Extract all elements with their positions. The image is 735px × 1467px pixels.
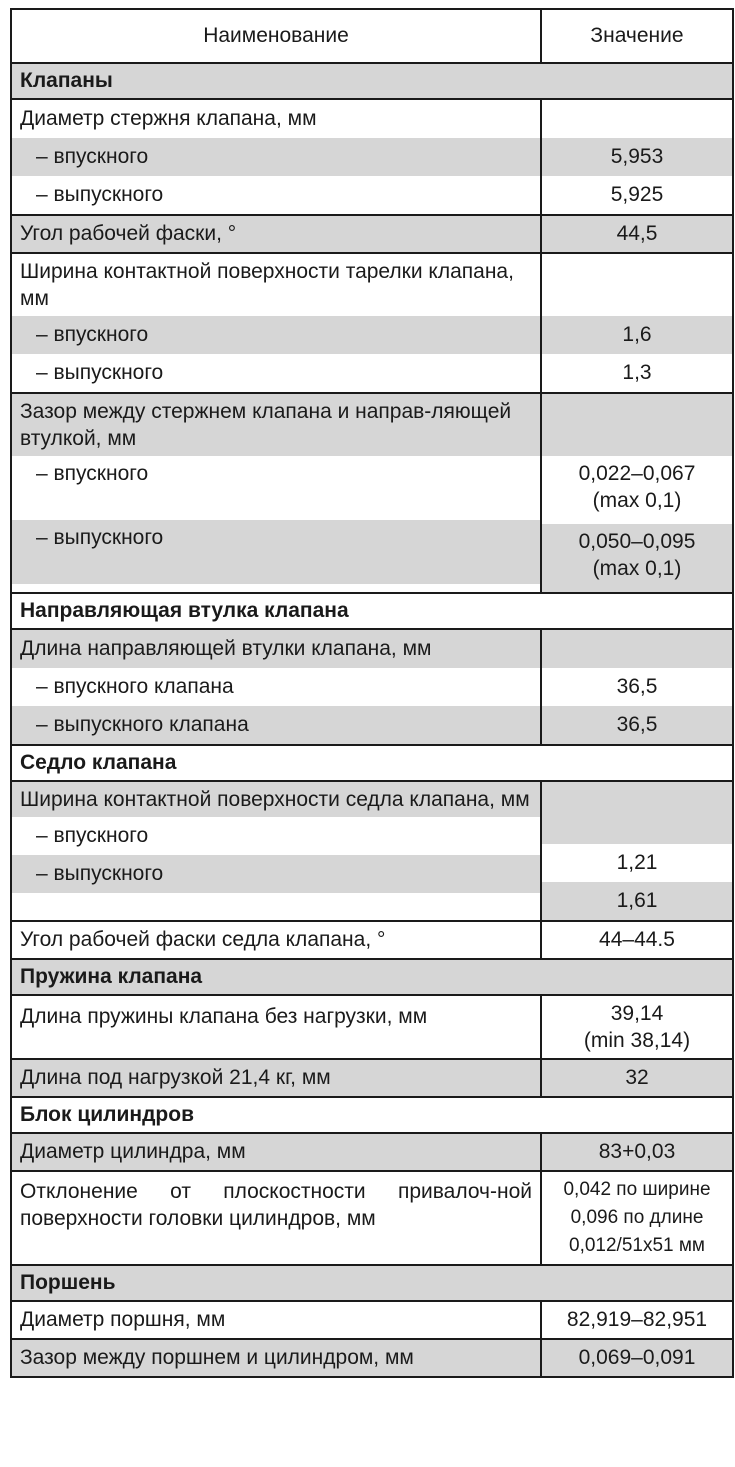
row-values <box>541 99 733 215</box>
value-exhaust: 5,925 <box>610 183 664 206</box>
row-label: Длина пружины клапана без нагрузки, мм <box>11 995 541 1059</box>
row-title: Ширина контактной поверхности тарелки клапана, мм <box>20 260 514 310</box>
row-values <box>541 629 733 745</box>
value-intake: 36,5 <box>616 675 658 698</box>
table-row <box>11 781 733 921</box>
table-row <box>11 1301 733 1339</box>
row-value: 32 <box>541 1059 733 1097</box>
column-header-name: Наименование <box>11 9 541 63</box>
value-intake: 5,953 <box>542 138 732 176</box>
row-sub-intake: – впускного <box>12 316 540 354</box>
column-header-value: Значение <box>541 9 733 63</box>
section-title: Поршень <box>11 1265 733 1301</box>
row-value: 44–44.5 <box>541 921 733 959</box>
value-length: 0,096 по длине <box>570 1207 704 1228</box>
section-seat <box>11 745 733 781</box>
section-title: Пружина клапана <box>11 959 733 995</box>
row-title: Диаметр стержня клапана, мм <box>20 107 317 130</box>
row-sub-exhaust: – выпускного <box>36 361 164 384</box>
row-value: 44,5 <box>541 215 733 253</box>
row-label: Угол рабочей фаски седла клапана, ° <box>11 921 541 959</box>
row-values <box>541 781 733 921</box>
row-title: Длина направляющей втулки клапана, мм <box>12 630 540 668</box>
section-valves <box>11 63 733 99</box>
table-row <box>11 1339 733 1377</box>
value-intake: 0,022–0,067 <box>578 462 696 485</box>
row-sub-intake: – впускного <box>12 138 540 176</box>
row-sub-intake: – впускного <box>36 824 149 847</box>
row-values <box>541 995 733 1059</box>
section-spring <box>11 959 733 995</box>
table-row <box>11 215 733 253</box>
value-intake-max: (max 0,1) <box>592 489 682 512</box>
value-exhaust: 1,61 <box>542 882 732 920</box>
row-label: Зазор между поршнем и цилиндром, мм <box>11 1339 541 1377</box>
row-label <box>11 393 541 593</box>
row-sub-exhaust: – выпускного <box>12 520 540 584</box>
section-guide <box>11 593 733 629</box>
value-intake: 1,6 <box>542 316 732 354</box>
row-value: 82,919–82,951 <box>541 1301 733 1339</box>
value-length: 39,14 <box>610 1002 664 1025</box>
table-row <box>11 629 733 745</box>
row-label <box>11 253 541 393</box>
table-row <box>11 1059 733 1097</box>
row-title: Ширина контактной поверхности седла клапана, мм <box>12 782 540 817</box>
table-row <box>11 393 733 593</box>
row-label <box>11 781 541 921</box>
value-width: 0,042 по ширине <box>563 1179 711 1200</box>
row-value: 0,069–0,091 <box>541 1339 733 1377</box>
row-values <box>541 1171 733 1265</box>
value-intake-group <box>550 456 724 524</box>
value-area: 0,012/51х51 мм <box>569 1235 705 1256</box>
value-exhaust: 36,5 <box>542 706 732 744</box>
section-title: Блок цилиндров <box>11 1097 733 1133</box>
row-value: 83+0,03 <box>541 1133 733 1171</box>
spec-sheet <box>10 8 732 1378</box>
section-title: Направляющая втулка клапана <box>11 593 733 629</box>
row-values <box>541 393 733 593</box>
row-label <box>11 99 541 215</box>
table-row <box>11 99 733 215</box>
row-title: Зазор между стержнем клапана и направ-ляющей втулкой, мм <box>12 394 540 456</box>
row-label: Отклонение от плоскостности привалоч-ной поверхности головки цилиндров, мм <box>11 1171 541 1265</box>
row-values <box>541 253 733 393</box>
section-piston <box>11 1265 733 1301</box>
value-intake: 1,21 <box>616 851 658 874</box>
spec-table <box>10 8 734 1378</box>
row-label <box>11 629 541 745</box>
row-label: Диаметр поршня, мм <box>11 1301 541 1339</box>
row-label: Длина под нагрузкой 21,4 кг, мм <box>11 1059 541 1097</box>
table-row <box>11 253 733 393</box>
row-sub-exhaust: – выпускного <box>12 855 540 893</box>
table-header <box>11 9 733 63</box>
section-block <box>11 1097 733 1133</box>
table-row <box>11 995 733 1059</box>
row-sub-exhaust: – выпускного клапана <box>12 706 540 744</box>
row-sub-exhaust: – выпускного <box>36 183 164 206</box>
section-title: Седло клапана <box>11 745 733 781</box>
row-label: Угол рабочей фаски, ° <box>11 215 541 253</box>
value-exhaust-group <box>542 524 732 592</box>
row-label: Диаметр цилиндра, мм <box>11 1133 541 1171</box>
value-exhaust: 1,3 <box>622 361 652 384</box>
section-title: Клапаны <box>11 63 733 99</box>
value-exhaust: 0,050–0,095 <box>578 530 696 553</box>
value-exhaust-max: (max 0,1) <box>592 557 682 580</box>
table-row <box>11 921 733 959</box>
row-sub-intake: – впускного клапана <box>36 675 234 698</box>
value-min: (min 38,14) <box>583 1029 691 1052</box>
table-row <box>11 1171 733 1265</box>
table-row <box>11 1133 733 1171</box>
row-sub-intake: – впускного <box>36 462 149 485</box>
